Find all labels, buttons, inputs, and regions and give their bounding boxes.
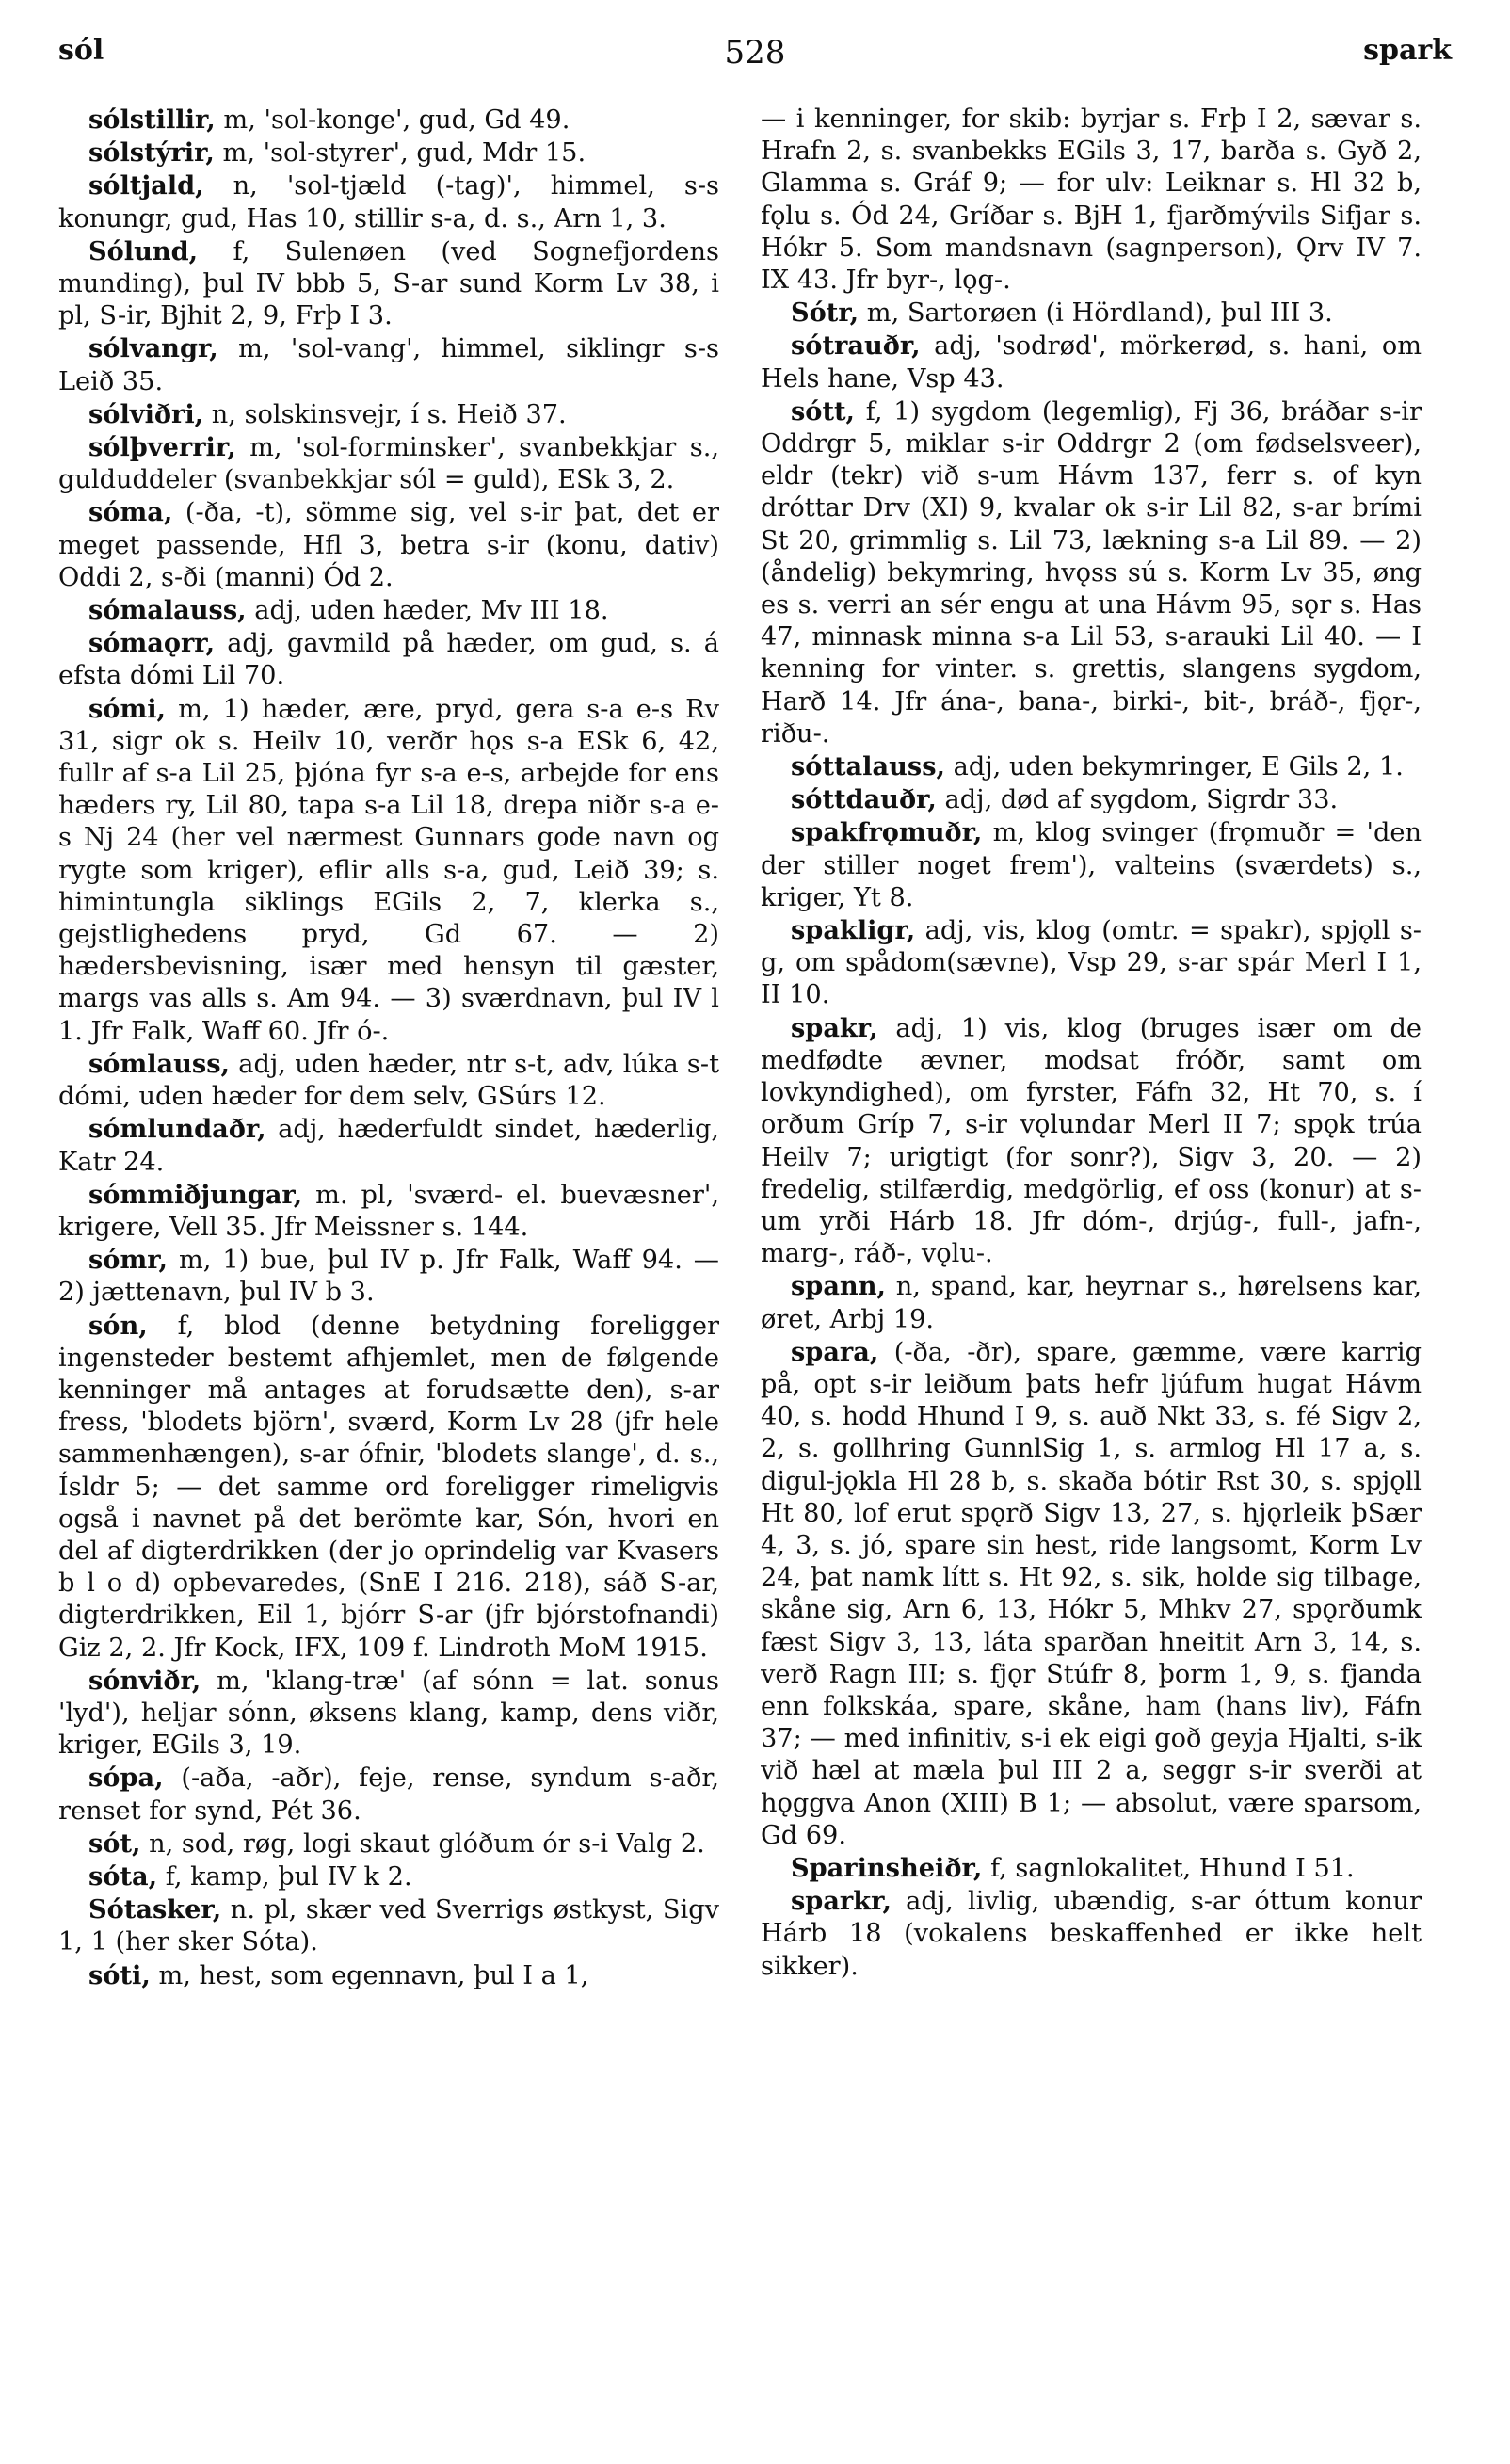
entry-headword: sólviðri, xyxy=(88,398,204,429)
dictionary-entry xyxy=(58,693,719,1048)
entry-headword: sómalauss, xyxy=(88,595,247,626)
entry-definition: f, blod (denne betydning foreligger ingensteder bestemt afhjemlet, men de følgende kenninger må antages at forudsætte den), s-ar fress, 'blodets björn', sværd, Korm Lv 28 (jfr hele sammenhængen), s-ar ófnir, 'blodets slange', d. s., Ísldr 5; — det samme ord foreligger rimeligvis også i navnet på det berömte kar, Són, hvori en del af digterdrikken (der jo oprindelig var Kvasers b l o d) opbevaredes, (SnE I 216. 218), sáð S-ar, digterdrikken, Eil 1, bjórr S-ar (jfr bjórstofnandi) Giz 2, 2. Jfr Kock, IFX, 109 f. Lindroth MoM 1915. xyxy=(58,1311,719,1663)
entry-headword: sót, xyxy=(88,1828,141,1859)
dictionary-entry xyxy=(761,297,1422,330)
entry-definition: adj, vis, klog (omtr. = spakr), spjǫll s-g, om spådom(sævne), Vsp 29, s-ar spár Merl I 1, II 10. xyxy=(761,916,1422,1010)
entry-headword: Sólund, xyxy=(88,235,199,266)
entry-definition: n, spand, kar, heyrnar s., hørelsens kar, øret, Arbj 19. xyxy=(761,1272,1422,1334)
dictionary-entry xyxy=(58,1860,719,1893)
entry-headword: spann, xyxy=(791,1271,886,1302)
entry-definition: (-ða, -ðr), spare, gæmme, være karrig på, opt s-ir leiðum þats hefr ljúfum hugat Hávm 40, s. hodd Hhund I 9, s. auð Nkt 33, s. fé Sigv 2, 2, s. gollhring GunnlSig 1, s. armlog Hl 17 a, s. digul-jǫkla Hl 28 b, s. skaða bótir Rst 30, s. spjǫll Ht 80, lof erut spǫrð Sigv 13, 27, s. hjǫrleik þSær 4, 3, s. jó, spare sin hest, ride langsomt, Korm Lv 24, þat namk lítt s. Ht 92, s. sik, holde sig tilbage, skåne sig, Arn 6, 13, Hókr 5, Mhkv 27, spǫrðumk fæst Sigv 3, 13, láta sparðan hneitit Arn 3, 14, s. verð Ragn III; s. fjǫr Stúfr 8, þorm 1, 9, s. fjanda enn folkskáa, spare, skåne, ham (hans liv), Fáfn 37; — med infinitiv, s-i ek eigi goð geyja Hjalti, s-ik við hæl at mæla þul III 2 a, seggr s-ir sverði at hǫggva Anon (XIII) B 1; — absolut, være sparsom, Gd 69. xyxy=(761,1337,1422,1850)
entry-definition: m, 'sol-styrer', gud, Mdr 15. xyxy=(214,138,586,169)
left-running-headword: sól xyxy=(58,34,104,67)
entry-definition: m, hest, som egennavn, þul I a 1, xyxy=(150,1960,589,1990)
dictionary-entry xyxy=(58,332,719,397)
dictionary-entry xyxy=(58,398,719,431)
dictionary-entry xyxy=(58,1828,719,1860)
entry-definition: m, 'sol-forminsker', svanbekkjar s., gulduddeler (svanbekkjar sól = guld), ESk 3, 2. xyxy=(58,433,719,495)
dictionary-entry xyxy=(761,330,1422,395)
entry-definition: adj, gavmild på hæder, om gud, s. á efsta dómi Lil 70. xyxy=(58,629,719,691)
entry-headword: sómr, xyxy=(88,1245,169,1276)
entry-definition: adj, livlig, ubændig, s-ar óttum konur Hárb 18 (vokalens beskaffenhed er ikke helt sikker). xyxy=(761,1887,1422,1981)
entry-definition: m, 1) bue, þul IV p. Jfr Falk, Waff 94. — 2) jættenavn, þul IV b 3. xyxy=(58,1246,719,1308)
entry-headword: sóttdauðr, xyxy=(791,784,937,815)
entry-headword: spara, xyxy=(791,1336,879,1367)
dictionary-entry xyxy=(58,1179,719,1244)
entry-headword: sómlundaðr, xyxy=(88,1114,266,1145)
entry-definition: adj, 'sodrød', mörkerød, s. hani, om Hels hane, Vsp 43. xyxy=(761,331,1422,394)
entry-definition: m, Sartorøen (i Hördland), þul III 3. xyxy=(859,298,1333,329)
entry-headword: spakligr, xyxy=(791,915,916,946)
entry-definition: (-ða, -t), sömme sig, vel s-ir þat, det er meget passende, Hfl 3, betra s-ir (konu, dativ) Oddi 2, s-ði (manni) Ód 2. xyxy=(58,498,719,592)
dictionary-entry xyxy=(58,169,719,234)
dictionary-entry xyxy=(761,1336,1422,1852)
entry-definition: f, Sulenøen (ved Sognefjordens munding), þul IV bbb 5, S-ar sund Korm Lv 38, i pl, S-ir, Bjhit 2, 9, Frþ I 3. xyxy=(58,236,719,331)
entry-definition: f, 1) sygdom (legemlig), Fj 36, bráðar s-ir Oddrgr 5, miklar s-ir Oddrgr 2 (om fødselsveer), eldr (tekr) við s-um Hávm 137, ferr s. of kyn dróttar Drv (XI) 9, kvalar ok s-ir Lil 82, s-ar brími St 20, grimmlig s. Lil 73, lækning s-a Lil 89. — 2) (åndelig) bekymring, hvǫss sú s. Korm Lv 35, øng es s. verri an sér engu at una Hávm 95, sǫr s. Has 47, minnask minna s-a Lil 53, s-arauki Lil 40. — I kenning for vinter. s. grettis, slangens sygdom, Harð 14. Jfr ána-, bana-, birki-, bit-, bráð-, fjǫr-, riðu-. xyxy=(761,396,1422,749)
dictionary-entry xyxy=(58,1113,719,1178)
entry-headword: sómlauss, xyxy=(88,1048,230,1079)
entry-headword: sóti, xyxy=(88,1959,151,1990)
entry-headword: sóltjald, xyxy=(88,170,204,201)
entry-definition: n, solskinsvejr, í s. Heið 37. xyxy=(203,399,567,429)
entry-headword: spakfrǫmuðr, xyxy=(791,817,983,848)
entry-headword: sóttalauss, xyxy=(791,751,945,782)
entry-headword: sóta, xyxy=(88,1860,158,1892)
right-column xyxy=(761,104,1422,2429)
dictionary-entry xyxy=(58,627,719,692)
dictionary-entry xyxy=(58,1244,719,1309)
entry-headword: sólþverrir, xyxy=(88,432,236,463)
entry-definition: m, 'sol-vang', himmel, siklingr s-s Leið 35. xyxy=(58,334,719,396)
entry-headword: sparkr, xyxy=(791,1886,892,1917)
entry-definition: m, 1) hæder, ære, pryd, gera s-a e-s Rv 31, sigr ok s. Heilv 10, verðr hǫs s-a ESk 6, 42, fullr af s-a Lil 25, þjóna fyr s-a e-s, arbejde for ens hæders ry, Lil 80, tapa s-a Lil 18, drepa niðr s-a e-s Nj 24 (her vel nærmest Gunnars gode navn og rygte som kriger), eflir alls s-a, gud, Leið 39; s. himintungla siklings EGils 2, 7, klerka s., gejstlighedens pryd, Gd 67. — 2) hædersbevisning, især med hensyn til gæster, margs vas alls s. Am 94. — 3) sværdnavn, þul IV l 1. Jfr Falk, Waff 60. Jfr ó-. xyxy=(58,694,719,1046)
left-column xyxy=(58,104,719,2429)
entry-definition: n, 'sol-tjæld (-tag)', himmel, s-s konungr, gud, Has 10, stillir s-a, d. s., Arn 1, 3. xyxy=(58,171,719,234)
dictionary-entry xyxy=(58,104,719,137)
right-running-headword: spark xyxy=(1363,34,1452,67)
entry-definition: m. pl, 'sværd- el. buevæsner', krigere, Vell 35. Jfr Meissner s. 144. xyxy=(58,1180,719,1242)
entry-definition: m, 'klang-træ' (af sónn = lat. sonus 'lyd'), heljar sónn, øksens klang, kamp, dens viðr, kriger, EGils 3, 19. xyxy=(58,1666,719,1761)
dictionary-entry xyxy=(761,816,1422,914)
entry-definition: n, sod, røg, logi skaut glóðum ór s-i Valg 2. xyxy=(140,1828,705,1859)
dictionary-entry xyxy=(58,1762,719,1827)
dictionary-entry xyxy=(761,783,1422,816)
entry-definition: f, kamp, þul IV k 2. xyxy=(157,1861,412,1892)
entry-definition: adj, død af sygdom, Sigrdr 33. xyxy=(936,785,1339,815)
entry-definition: n. pl, skær ved Sverrigs østkyst, Sigv 1, 1 (her sker Sóta). xyxy=(58,1895,719,1957)
dictionary-entry xyxy=(761,1852,1422,1885)
entry-headword: sólvangr, xyxy=(88,333,218,364)
dictionary-entry xyxy=(58,594,719,627)
entry-definition: — i kenninger, for skib: byrjar s. Frþ I 2, sævar s. Hrafn 2, s. svanbekks EGils 3, 17, barða s. Gyð 2, Glamma s. Gráf 9; — for ulv: Leiknar s. Hl 32 b, fǫlu s. Ód 24, Gríðar s. BjH 1, fjarðmývils Sifjar s. Hókr 5. Som mandsnavn (sagnperson), Ǫrv IV 7. IX 43. Jfr byr-, lǫg-. xyxy=(761,105,1422,296)
dictionary-entry xyxy=(58,1959,719,1992)
entry-headword: sólstýrir, xyxy=(88,137,215,169)
entry-definition: adj, uden bekymringer, E Gils 2, 1. xyxy=(944,752,1404,782)
entry-headword: Sparinsheiðr, xyxy=(791,1852,983,1883)
dictionary-entry xyxy=(58,1048,719,1113)
entry-headword: són, xyxy=(88,1310,148,1341)
dictionary-entry xyxy=(761,1270,1422,1335)
dictionary-entry xyxy=(761,395,1422,750)
entry-headword: sótt, xyxy=(791,395,856,427)
entry-headword: sómaǫrr, xyxy=(88,628,216,659)
dictionary-entry xyxy=(58,137,719,169)
entry-definition: m, klog svinger (frǫmuðr = 'den der stiller noget frem'), valteins (sværdets) s., kriger, Yt 8. xyxy=(761,818,1422,912)
dictionary-entry xyxy=(761,1012,1422,1271)
entry-definition: (-aða, -aðr), feje, rense, syndum s-aðr, renset for synd, Pét 36. xyxy=(58,1763,719,1826)
entry-definition: m, 'sol-konge', gud, Gd 49. xyxy=(215,105,570,135)
entry-headword: sóma, xyxy=(88,497,173,528)
entry-definition: f, sagnlokalitet, Hhund I 51. xyxy=(982,1853,1355,1883)
dictionary-entry xyxy=(58,1665,719,1763)
entry-definition: adj, uden hæder, Mv III 18. xyxy=(246,596,609,626)
page-number: 528 xyxy=(724,34,786,72)
entry-headword: spakr, xyxy=(791,1012,878,1043)
entry-headword: sópa, xyxy=(88,1763,164,1794)
entry-headword: sónviðr, xyxy=(88,1665,201,1696)
dictionary-entry xyxy=(58,1310,719,1665)
dictionary-entry xyxy=(761,104,1422,297)
entry-definition: adj, hæderfuldt sindet, hæderlig, Katr 24. xyxy=(58,1115,719,1177)
entry-headword: Sótasker, xyxy=(88,1894,222,1925)
entry-definition: adj, 1) vis, klog (bruges især om de medfødte ævner, modsat fróðr, samt om lovkyndighed), om fyrster, Fáfn 32, Ht 70, s. í orðum Gríp 7, s-ir vǫlundar Merl II 7; spǫk trúa Heilv 7; urigtigt (for sonr?), Sigv 3, 20. — 2) fredelig, stilfærdig, medgörlig, ef oss (konur) at s-um yrði Hárb 18. Jfr dóm-, drjúg-, full-, jafn-, marg-, ráð-, vǫlu-. xyxy=(761,1013,1422,1269)
dictionary-entry xyxy=(58,235,719,333)
dictionary-entry xyxy=(58,1893,719,1958)
entry-headword: sótrauðr, xyxy=(791,330,921,362)
dictionary-entry xyxy=(761,914,1422,1012)
dictionary-entry xyxy=(58,496,719,594)
page-header xyxy=(58,34,1452,81)
dictionary-entry xyxy=(761,1885,1422,1983)
dictionary-entry xyxy=(761,750,1422,783)
dictionary-entry xyxy=(58,431,719,496)
entry-headword: sómi, xyxy=(88,693,167,724)
entry-definition: adj, uden hæder, ntr s-t, adv, lúka s-t dómi, uden hæder for dem selv, GSúrs 12. xyxy=(58,1049,719,1112)
entry-headword: sómmiðjungar, xyxy=(88,1179,303,1210)
entry-headword: sólstillir, xyxy=(88,105,216,135)
entry-headword: Sótr, xyxy=(791,298,859,329)
